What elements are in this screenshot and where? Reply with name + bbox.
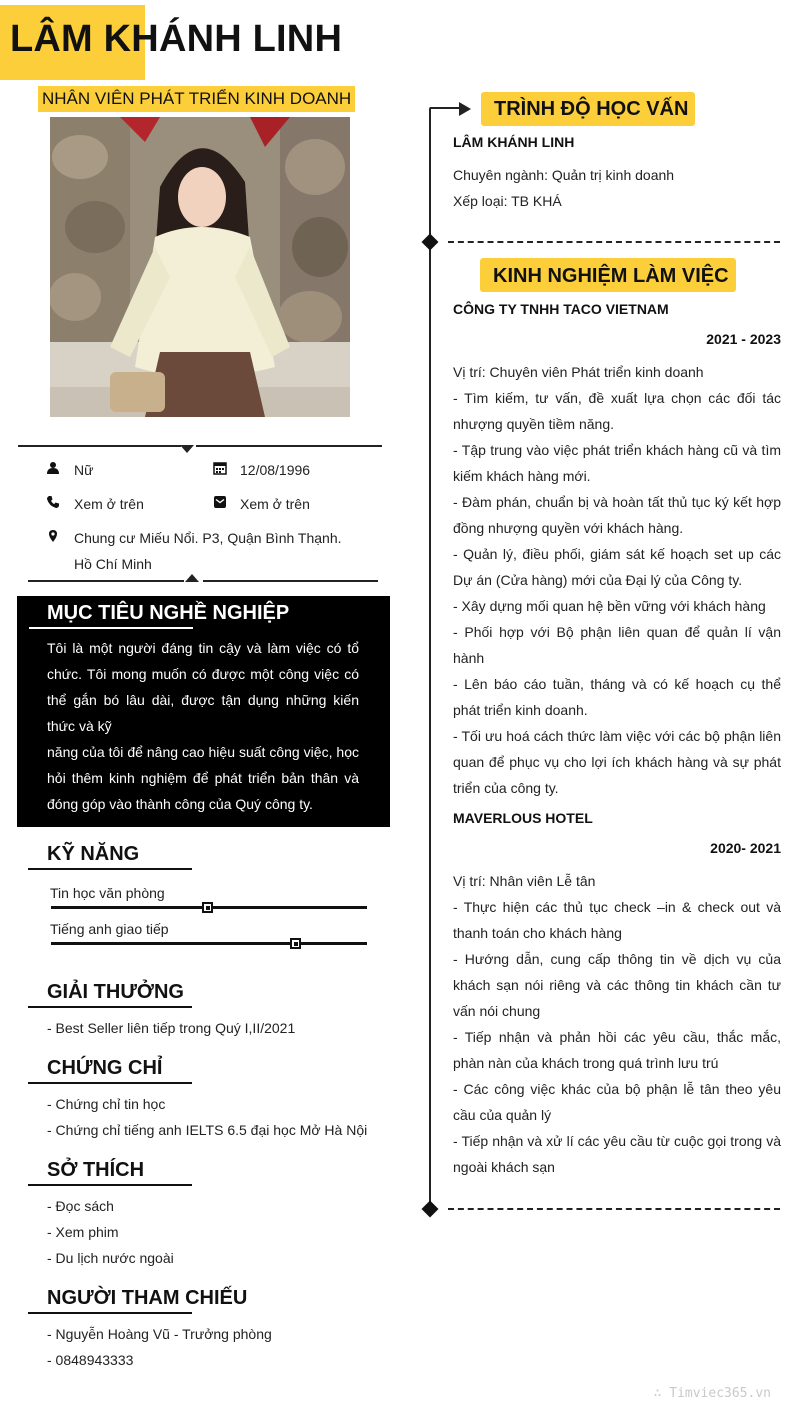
job-line: - Tập trung vào việc phát triển khách hàng cũ và tìm kiếm khách hàng mới. [453, 442, 781, 484]
job-line: - Tiếp nhận và phản hồi các yêu cầu, thắc mắc, phàn nàn của khách trong quá trình lưu trú [453, 1029, 781, 1071]
contact-divider-marker [180, 445, 194, 453]
job-line: - Quản lý, điều phối, giám sát kế hoạch set up các Dự án (Cửa hàng) mới của Đại lý của Công ty. [453, 546, 781, 588]
job-line: - Các công việc khác của bộ phận lễ tân theo yêu cầu của quản lý [453, 1081, 781, 1123]
job-title: NHÂN VIÊN PHÁT TRIỂN KINH DOANH [38, 86, 355, 112]
objective-title: MỤC TIÊU NGHỀ NGHIỆP [47, 602, 290, 624]
hobby-item: - Du lịch nước ngoài [47, 1250, 174, 1266]
email-icon [213, 495, 227, 509]
references-underline [28, 1312, 192, 1314]
skill-label-english: Tiếng anh giao tiếp [50, 921, 169, 937]
section-separator [448, 241, 780, 243]
profile-photo [50, 117, 350, 417]
timeline-node [422, 234, 439, 251]
job-line: - Tối ưu hoá cách thức làm việc với các bộ phận liên quan để phục vụ cho lợi ích khách hàng và sự phát triển của công ty. [453, 728, 781, 796]
phone-value: Xem ở trên [74, 496, 144, 512]
contact-divider-bottom-left [28, 580, 184, 582]
experience-title: KINH NGHIỆM LÀM VIỆC [493, 265, 729, 287]
certificates-underline [28, 1082, 192, 1084]
job-line: - Đàm phán, chuẩn bị và hoàn tất thủ tục ký kết hợp đồng nhượng quyền với khách hàng. [453, 494, 781, 536]
job-line: - Phối hợp với Bộ phận liên quan để quản lí vận hành [453, 624, 781, 666]
career-objective-section [17, 596, 390, 827]
contact-divider-bottom-marker [185, 574, 199, 582]
objective-text-part2: năng của tôi để nâng cao hiệu suất công việc, học hỏi thêm kinh nghiệm để phát triển bản thân và đóng góp vào thành công của Quý công ty. [47, 744, 359, 812]
job-description [453, 359, 781, 801]
contact-divider-top-right [196, 445, 382, 447]
education-school: LÂM KHÁNH LINH [453, 134, 575, 150]
skills-title: KỸ NĂNG [47, 843, 140, 865]
education-title: TRÌNH ĐỘ HỌC VẤN [494, 98, 689, 120]
user-icon [46, 461, 60, 475]
references-title: NGƯỜI THAM CHIẾU [47, 1287, 248, 1309]
skill-bar-office [51, 906, 367, 909]
phone-icon [46, 495, 60, 509]
skill-level-marker-office [202, 902, 213, 913]
certificate-item: - Chứng chỉ tiếng anh IELTS 6.5 đại học Mở Hà Nội [47, 1122, 368, 1138]
contact-divider-top-left [18, 445, 181, 447]
award-item: - Best Seller liên tiếp trong Quý I,II/2021 [47, 1020, 296, 1036]
job-line: Vị trí: Nhân viên Lễ tân [453, 873, 596, 889]
reference-item: - 0848943333 [47, 1352, 134, 1368]
education-major: Chuyên ngành: Quản trị kinh doanh [453, 167, 675, 183]
job-line: - Thực hiện các thủ tục check –in & check out và thanh toán cho khách hàng [453, 899, 781, 941]
objective-underline [29, 627, 193, 629]
watermark: ∴ Timviec365.vn [653, 1386, 771, 1401]
job-line: - Tiếp nhận và xử lí các yêu cầu từ cuộc gọi trong và ngoài khách sạn [453, 1133, 781, 1175]
hobbies-title: SỞ THÍCH [47, 1159, 145, 1181]
portrait-image [50, 117, 350, 417]
reference-item: - Nguyễn Hoàng Vũ - Trưởng phòng [47, 1326, 272, 1342]
job-line: - Xây dựng mối quan hệ bền vững với khách hàng [453, 598, 766, 614]
job-period: 2021 - 2023 [706, 331, 781, 347]
address-line1: Chung cư Miếu Nổi. P3, Quận Bình Thạnh. [74, 530, 342, 546]
job-line: - Hướng dẫn, cung cấp thông tin về dịch vụ của khách sạn nói riêng và các thông tin khách cần tư vấn nói chung [453, 951, 781, 1019]
certificate-item: - Chứng chỉ tin học [47, 1096, 166, 1112]
timeline-node [422, 1201, 439, 1218]
gender-value: Nữ [74, 462, 94, 478]
skill-bar-english [51, 942, 367, 945]
awards-underline [28, 1006, 192, 1008]
objective-text [47, 635, 359, 817]
job-description [453, 868, 781, 1180]
calendar-icon [213, 461, 227, 475]
job-period: 2020- 2021 [710, 840, 781, 856]
map-marker-icon [46, 529, 60, 543]
hobby-item: - Đọc sách [47, 1198, 114, 1214]
timeline-line [429, 113, 431, 1211]
email-value: Xem ở trên [240, 496, 310, 512]
job-company: MAVERLOUS HOTEL [453, 810, 593, 826]
timeline-arrow-icon [427, 100, 473, 120]
awards-title: GIẢI THƯỞNG [47, 981, 184, 1003]
birthday-value: 12/08/1996 [240, 462, 311, 478]
job-line: Vị trí: Chuyên viên Phát triển kinh doanh [453, 364, 704, 380]
contact-divider-bottom-right [203, 580, 378, 582]
candidate-name: LÂM KHÁNH LINH [10, 18, 343, 60]
job-line: - Tìm kiếm, tư vấn, đề xuất lựa chọn các đối tác nhượng quyền tiềm năng. [453, 390, 781, 432]
job-line: - Lên báo cáo tuần, tháng và có kế hoạch cụ thể phát triển kinh doanh. [453, 676, 781, 718]
hobbies-underline [28, 1184, 192, 1186]
hobby-item: - Xem phim [47, 1224, 119, 1240]
objective-text-part1: Tôi là một người đáng tin cậy và làm việc có tổ chức. Tôi mong muốn có được một công việc có thể gắn bó lâu dài, được tận dụng những kiến thức và kỹ [47, 640, 359, 734]
skill-level-marker-english [290, 938, 301, 949]
section-separator [448, 1208, 780, 1210]
education-grade: Xếp loại: TB KHÁ [453, 193, 562, 209]
skills-underline [28, 868, 192, 870]
certificates-title: CHỨNG CHỈ [47, 1057, 163, 1079]
job-company: CÔNG TY TNHH TACO VIETNAM [453, 301, 669, 317]
address-line2: Hồ Chí Minh [74, 556, 152, 572]
skill-label-office: Tin học văn phòng [50, 885, 165, 901]
